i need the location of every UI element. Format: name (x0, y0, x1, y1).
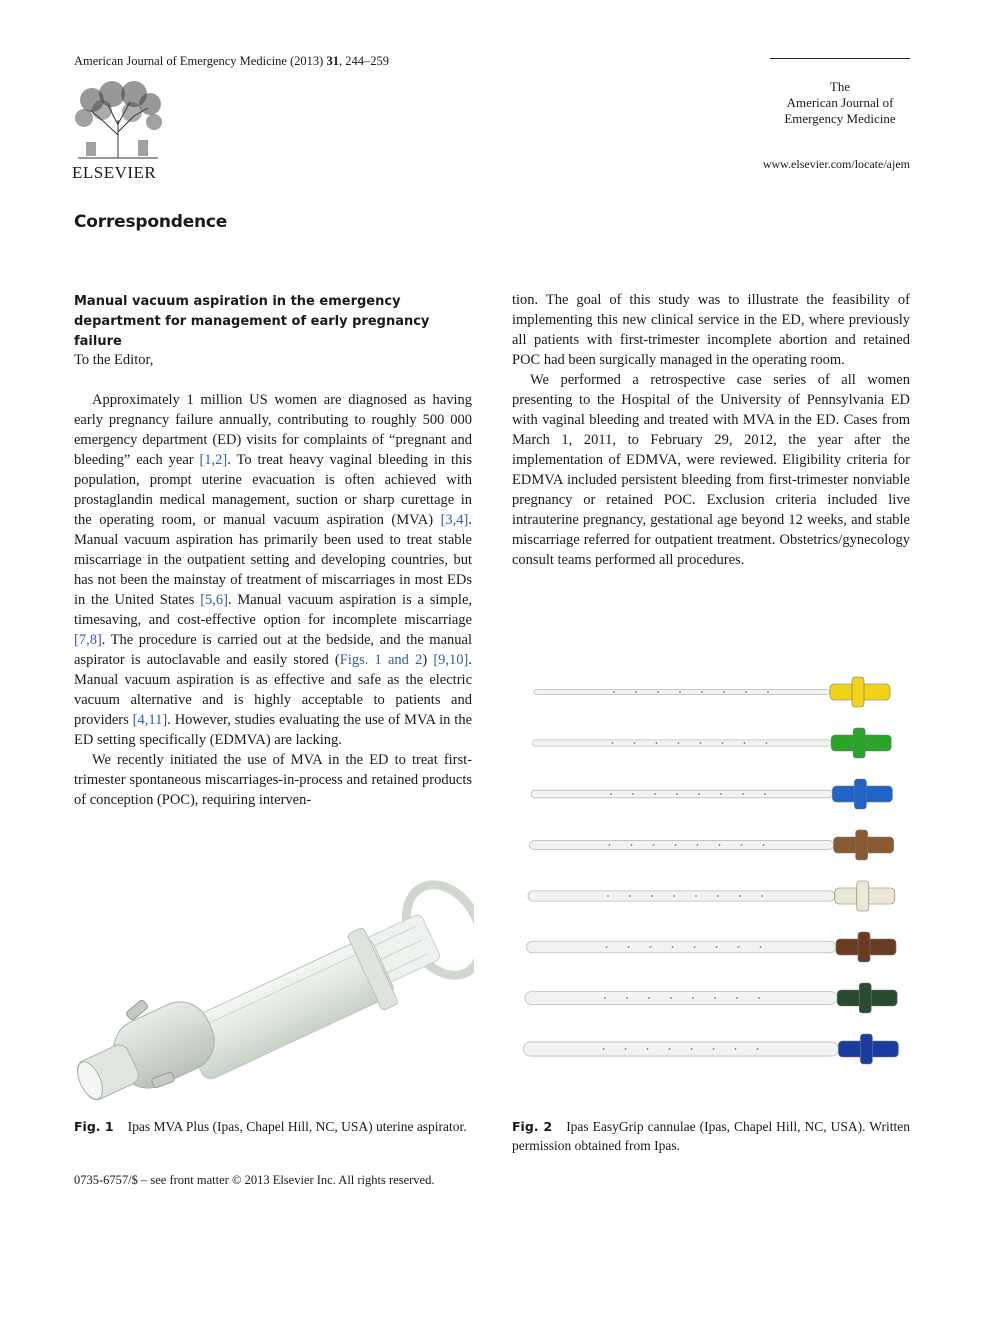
figure-2-caption-text: Ipas EasyGrip cannulae (Ipas, Chapel Hill, NC, USA). Written permission obtained from Ipas. (512, 1119, 910, 1153)
publisher-wordmark: ELSEVIER (72, 163, 157, 182)
figure-1-caption-text: Ipas MVA Plus (Ipas, Chapel Hill, NC, USA) uterine aspirator. (127, 1119, 467, 1134)
journal-name-line1: The (829, 79, 851, 94)
body-left-column (74, 390, 472, 810)
figure-2-label: Fig. 2 (512, 1119, 553, 1134)
copyright-footer: 0735-6757/$ – see front matter © 2013 Elsevier Inc. All rights reserved. (74, 1173, 435, 1187)
reference-link[interactable]: [9,10] (433, 652, 469, 668)
paragraph: We performed a retrospective case series of all women presenting to the Hospital of the University of Pennsylvania ED with vaginal bleeding and treated with MVA in the ED. Cases from March 1, 2011, to February 29, 2012, the year after the implementation of EDMVA, were reviewed. Eligibility criteria for EDMVA included persistent bleeding from first-trimester nonviable pregnancy or retained POC. Exclusion criteria included live intrauterine pregnancy, gestational age beyond 12 weeks, and stable miscarriage referred for outpatient treatment. Obstetrics/gynecology consult teams performed all procedures. (512, 372, 910, 568)
figure-2-caption (512, 1117, 910, 1155)
article-title: Manual vacuum aspiration in the emergency department for management of early pregnancy failure (74, 294, 430, 349)
journal-name-line3: Emergency Medicine (784, 111, 896, 126)
paragraph: We recently initiated the use of MVA in the ED to treat first-trimester spontaneous miscarriages-in-process and retained products of conception (POC), requiring interven- (74, 752, 472, 808)
cannula (534, 677, 890, 707)
cannula (533, 728, 892, 758)
masthead-rule (770, 58, 910, 59)
paragraph: tion. The goal of this study was to illustrate the feasibility of implementing this new clinical service in the ED, where previously all patients with first-trimester incomplete abortion and retained POC had been surgically managed in the operating room. (512, 292, 910, 368)
citation-journal: American Journal of Emergency Medicine (2013) (74, 54, 327, 68)
citation-pages: , 244–259 (338, 54, 389, 68)
figure-link[interactable]: Figs. 1 and 2 (339, 652, 423, 668)
journal-name-line2: American Journal of (786, 95, 894, 110)
reference-link[interactable]: [3,4] (440, 512, 469, 528)
reference-link[interactable]: [4,11] (132, 712, 168, 728)
section-heading: Correspondence (74, 212, 228, 232)
journal-masthead (770, 58, 910, 127)
figure-1-label: Fig. 1 (74, 1119, 114, 1134)
journal-citation (74, 54, 389, 69)
cannula (525, 983, 897, 1013)
cannula (530, 830, 894, 860)
paragraph: Approximately 1 million US women are diagnosed as having early pregnancy failure annually, contributing to roughly 500 000 emergency department (ED) visits for complaints of “pregnant and bleeding” each year [1,2]. To treat heavy vaginal bleeding in this population, prompt uterine evacuation is often achieved with prostaglandin medical management, suction or sharp curettage in the operating room, or manual vacuum aspiration (MVA) [3,4]. Manual vacuum aspiration has primarily been used to treat stable miscarriage in the outpatient setting and developing countries, but has not been the mainstay of treatment of miscarriages in most EDs in the United States [5,6]. Manual vacuum aspiration is a simple, timesaving, and cost-effective option for incomplete miscarriage [7,8]. The procedure is carried out at the bedside, and the manual aspirator is autoclavable and easily stored (Figs. 1 and 2) [9,10]. Manual vacuum aspiration is as effective and safe as the electric vacuum alternative and is highly acceptable to patients and providers [4,11]. However, studies evaluating the use of MVA in the ED setting specifically (EDMVA) are lacking. (74, 392, 473, 748)
body-right-column (512, 290, 910, 570)
figure-1-aspirator-image (74, 875, 474, 1105)
journal-url[interactable]: www.elsevier.com/locate/ajem (762, 157, 910, 171)
figure-1-caption (74, 1117, 472, 1136)
cannula (531, 779, 892, 809)
cannula (524, 1034, 899, 1064)
cannula (528, 881, 895, 911)
citation-volume: 31 (326, 54, 339, 68)
salutation: To the Editor, (74, 352, 154, 368)
reference-link[interactable]: [7,8] (74, 632, 102, 648)
figure-2-cannulae-image (512, 672, 912, 1102)
elsevier-tree-logo (72, 80, 164, 160)
reference-link[interactable]: [5,6] (200, 592, 228, 608)
cannula (527, 932, 897, 962)
reference-link[interactable]: [1,2] (199, 452, 228, 468)
